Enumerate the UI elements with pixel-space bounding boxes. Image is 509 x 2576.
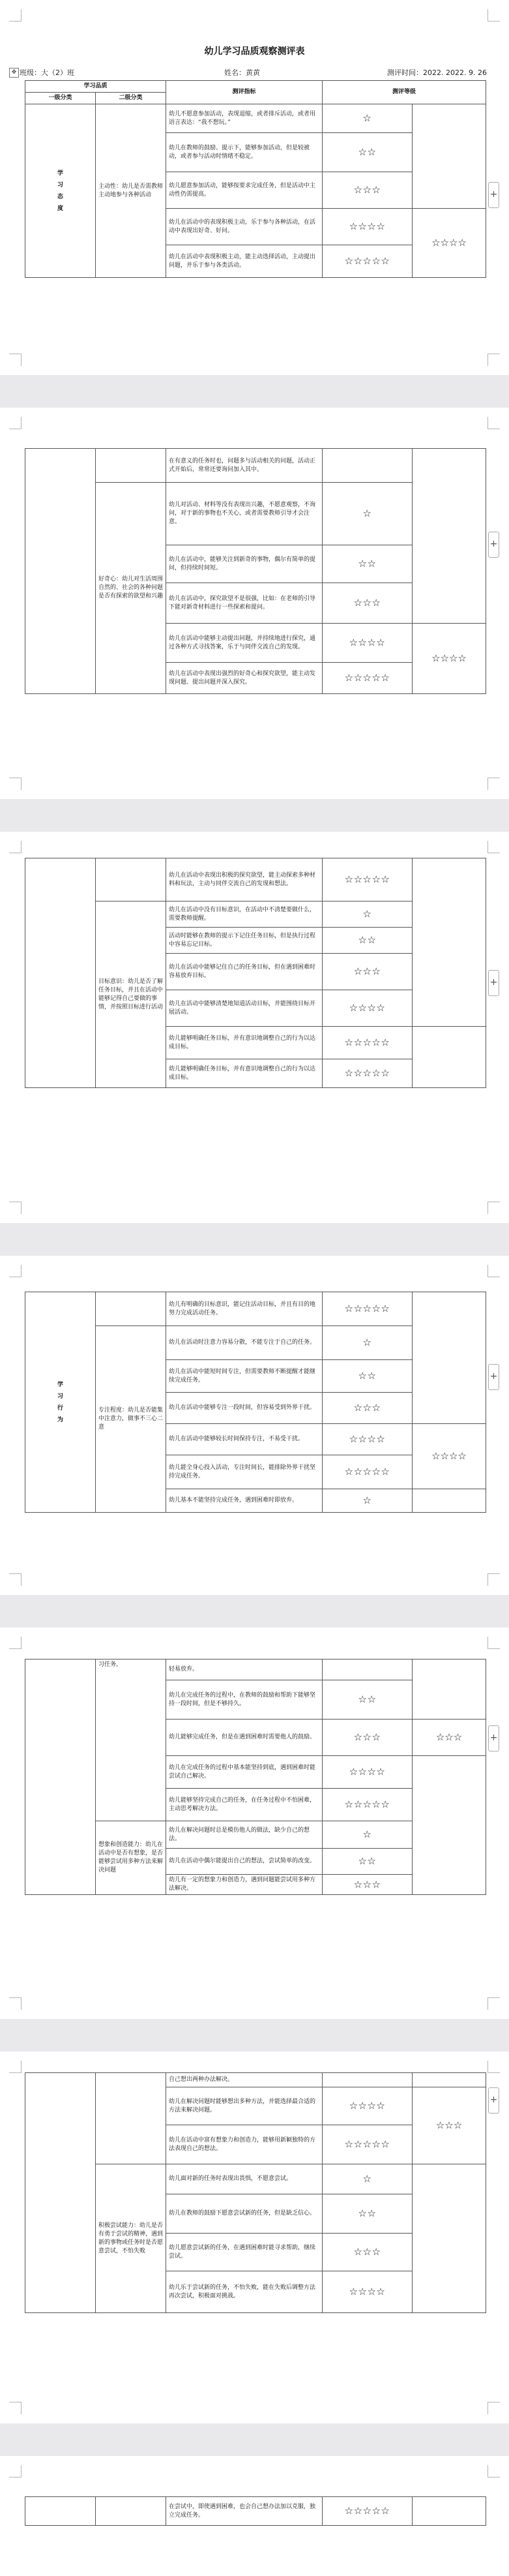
indicator-cell: 幼儿不愿意参加活动，表现退缩，或者排斥活动，或者用语言表达：“我不想玩。”	[166, 104, 323, 133]
level2-cell: 主动性：幼儿是否需教师主动地参与各种活动	[96, 104, 166, 278]
indicator-cell: 幼儿能够坚持完成自己的任务，在任务过程中不怕困难，主动思考解决方法。	[166, 1789, 323, 1821]
rating-stars[interactable]: ☆☆☆☆☆	[323, 1027, 413, 1059]
page-corner-mark	[9, 2402, 22, 2414]
plus-icon[interactable]: +	[488, 182, 499, 208]
indicator-cell: 幼儿在活动时注意力容易分散，不能专注于自己的任务。	[166, 1326, 323, 1360]
rating-stars[interactable]: ☆☆☆	[323, 954, 413, 990]
level1-cell	[25, 2073, 96, 2313]
page-corner-mark	[9, 1265, 22, 1277]
level1-cell	[25, 858, 96, 1088]
rating-stars[interactable]: ☆	[323, 104, 413, 133]
page-corner-mark	[487, 778, 500, 790]
level2-cell	[96, 449, 166, 483]
indicator-cell: 幼儿有明确的目标意识，能记住活动目标，并且有目的地努力完成活动任务。	[166, 1292, 323, 1326]
move-icon[interactable]: ✥	[9, 68, 19, 78]
indicator-cell: 幼儿在完成任务的过程中基本能坚持到底，遇到困难时能尝试自己解决。	[166, 1756, 323, 1789]
page-corner-mark	[487, 1202, 500, 1214]
indicator-cell: 幼儿在活动中没有目标意识，在活动中不清楚要做什么，需要教师提醒。	[166, 902, 323, 928]
page-corner-mark	[9, 2061, 22, 2073]
page-corner-mark	[487, 1997, 500, 2010]
assessment-time-label: 测评时间：2022. 2022. 9. 26	[387, 68, 487, 77]
indicator-cell: 幼儿能够明确任务目标，并有意识地调整自己的行为以达成目标。	[166, 1059, 323, 1088]
level1-cell	[25, 104, 96, 278]
indicator-cell: 幼儿能够完成任务，但是在遇到困难时需要他人的鼓励。	[166, 1720, 323, 1756]
rating-stars[interactable]: ☆☆	[323, 1680, 413, 1720]
page-corner-mark	[487, 1265, 500, 1277]
level2-cell	[96, 858, 166, 902]
level2-cell	[96, 1292, 166, 1326]
plus-icon[interactable]: +	[488, 2087, 499, 2114]
document-page-4	[0, 1256, 509, 1595]
assessment-table-page-2	[25, 448, 486, 694]
header-info-row	[9, 67, 487, 79]
total-rating-cell	[413, 449, 486, 624]
indicator-cell: 幼儿在解决问题时总是模仿他人的做法，缺少自己的想法。	[166, 1821, 323, 1849]
assessment-table-page-1	[25, 80, 486, 278]
total-rating-stars[interactable]: ☆☆☆	[413, 2087, 486, 2164]
indicator-cell: 幼儿能全身心投入活动，专注时间长，能排除外界干扰坚持完成任务。	[166, 1455, 323, 1489]
rating-stars[interactable]: ☆☆☆	[323, 583, 413, 624]
rating-stars[interactable]: ☆☆☆☆☆	[323, 663, 413, 694]
rating-stars[interactable]: ☆☆	[323, 2194, 413, 2234]
page-corner-mark	[487, 1637, 500, 1649]
rating-stars[interactable]: ☆☆☆☆	[323, 624, 413, 663]
document-page-1	[0, 0, 509, 375]
rating-stars[interactable]: ☆	[323, 1489, 413, 1513]
page-corner-mark	[487, 354, 500, 366]
indicator-cell: 幼儿面对新的任务时表现出畏惧，不愿意尝试。	[166, 2164, 323, 2194]
total-rating-stars[interactable]: ☆☆☆☆	[413, 1424, 486, 1489]
total-rating-stars[interactable]	[413, 1027, 486, 1088]
rating-stars[interactable]: ☆	[323, 902, 413, 928]
header-level2: 二级分类	[96, 93, 166, 104]
indicator-cell: 幼儿在解决问题时能够想出多种方法，并能选择最合适的方法来解决问题。	[166, 2087, 323, 2125]
rating-stars[interactable]: ☆☆☆	[323, 1720, 413, 1756]
level1-label: 学习态度	[57, 170, 63, 212]
page-corner-mark	[9, 1997, 22, 2010]
rating-stars[interactable]: ☆☆	[323, 545, 413, 583]
rating-stars[interactable]: ☆☆☆☆☆	[323, 1789, 413, 1821]
level2-cell	[96, 2073, 166, 2164]
rating-stars[interactable]: ☆	[323, 1821, 413, 1849]
document-page-3	[0, 832, 509, 1223]
indicator-cell: 幼儿在活动中表现出强烈的好奇心和探究欲望，能主动发现问题、提出问题并深入探究。	[166, 663, 323, 694]
indicator-cell: 幼儿在教师的鼓励下愿意尝试新的任务，但是缺乏信心。	[166, 2194, 323, 2234]
plus-icon[interactable]: +	[488, 1364, 499, 1390]
rating-stars[interactable]: ☆	[323, 1326, 413, 1360]
class-label: 班级：大（2）班	[20, 68, 74, 77]
indicator-cell: 幼儿在活动中能够专注一段时间，但容易受到外界干扰。	[166, 1393, 323, 1424]
total-rating-stars[interactable]: ☆☆☆☆	[413, 209, 486, 278]
page-corner-mark	[487, 841, 500, 853]
level1-cell	[25, 449, 96, 694]
assessment-table-page-6	[25, 2072, 486, 2313]
total-rating-stars[interactable]: ☆☆☆☆	[413, 624, 486, 694]
indicator-cell: 幼儿愿意参加活动，能够按要求完成任务，但是活动中主动性仍需提高。	[166, 172, 323, 209]
level1-cell	[25, 1292, 96, 1513]
rating-stars[interactable]: ☆☆☆☆☆	[323, 2125, 413, 2164]
indicator-cell: 幼儿在活动中能够清楚地知道活动目标，并能围绕目标开展活动。	[166, 990, 323, 1027]
rating-stars[interactable]: ☆☆	[323, 928, 413, 954]
indicator-cell: 在尝试中，即使遇到困难，也会自己想办法加以克服，独立完成任务。	[166, 2497, 323, 2526]
total-rating-cell	[413, 858, 486, 1027]
document-title: 幼儿学习品质观察测评表	[204, 46, 305, 57]
level1-cell	[25, 1659, 96, 1895]
page-corner-mark	[9, 354, 22, 366]
total-rating-cell	[413, 1659, 486, 1720]
page-corner-mark	[9, 2465, 22, 2478]
rating-stars[interactable]: ☆☆☆☆☆	[323, 1059, 413, 1088]
page-corner-mark	[487, 9, 500, 22]
level2-cell: 专注程度：幼儿是否能集中注意力，做事不三心二意	[96, 1326, 166, 1513]
assessment-table-page-7	[25, 2496, 486, 2526]
indicator-cell: 幼儿有一定的想象力和创造力，遇到问题能尝试用多种方法解决。	[166, 1875, 323, 1895]
level1-cell	[25, 2497, 96, 2526]
rating-stars[interactable]: ☆☆☆☆☆	[323, 2497, 413, 2526]
page-corner-mark	[9, 778, 22, 790]
rating-stars[interactable]: ☆☆☆	[323, 1393, 413, 1424]
total-rating-cell	[413, 2164, 486, 2313]
rating-stars[interactable]: ☆☆☆☆☆	[323, 858, 413, 902]
document-page-7	[0, 2456, 509, 2576]
total-rating-cell	[413, 1756, 486, 1895]
indicator-cell: 自己想出两种办法解决。	[166, 2073, 323, 2087]
rating-stars[interactable]: ☆☆☆☆	[323, 209, 413, 245]
level2-cell: 目标意识：幼儿是否了解任务目标，并且在活动中能够记得自己要做的事情，并按照目标进行活动	[96, 902, 166, 1088]
indicator-cell: 幼儿在完成任务的过程中，在教师的鼓励和帮助下能够坚持一段时间，但是不够持久。	[166, 1680, 323, 1720]
rating-stars[interactable]: ☆☆	[323, 1849, 413, 1875]
total-rating-stars[interactable]: ☆☆☆	[413, 1720, 486, 1756]
indicator-cell: 幼儿在活动中的表现积极主动，乐于参与各种活动，在活动中表现出好奇、好问。	[166, 209, 323, 245]
header-learning-quality: 学习品质	[25, 81, 166, 93]
indicator-cell: 幼儿乐于尝试新的任务，不怕失败，能在失败后调整方法再次尝试，积极面对挑战。	[166, 2271, 323, 2313]
header-rating: 测评等级	[323, 81, 486, 104]
rating-stars[interactable]: ☆☆☆	[323, 172, 413, 209]
plus-icon[interactable]: +	[488, 970, 499, 996]
indicator-cell: 幼儿对活动、材料等没有表现出兴趣，不愿意观察，不询问，对于新的事物也不关心，或者需要教师引导才会注意。	[166, 483, 323, 545]
indicator-cell: 幼儿在活动中富有想象力和创造力，能够用新颖独特的方法表现自己的想法。	[166, 2125, 323, 2164]
indicator-cell: 轻易放弃。	[166, 1659, 323, 1680]
total-rating-cell	[413, 2073, 486, 2087]
indicator-cell: 幼儿愿意尝试新的任务，在遇到困难时能寻求帮助，继续尝试。	[166, 2234, 323, 2271]
total-rating-cell	[413, 2497, 486, 2526]
rating-stars[interactable]: ☆☆☆	[323, 1875, 413, 1895]
level1-label: 学习行为	[57, 1381, 63, 1423]
rating-stars[interactable]: ☆	[323, 2164, 413, 2194]
page-corner-mark	[487, 2402, 500, 2414]
rating-stars[interactable]: ☆☆☆☆	[323, 1424, 413, 1455]
rating-stars[interactable]: ☆☆☆☆	[323, 2271, 413, 2313]
page-corner-mark	[9, 1573, 22, 1586]
indicator-cell: 幼儿基本不能坚持完成任务，遇到困难时即放弃。	[166, 1489, 323, 1513]
name-label: 姓名：黄黄	[224, 68, 260, 77]
page-corner-mark	[9, 9, 22, 22]
page-corner-mark	[9, 417, 22, 429]
total-rating-cell	[413, 104, 486, 209]
document-page-5	[0, 1628, 509, 2019]
indicator-cell: 在有意义的任务时也，问题多与活动相关的问题，活动正式开始后，常常还要询问加入其中。	[166, 449, 323, 483]
rating-stars[interactable]: ☆☆☆☆	[323, 990, 413, 1027]
rating-stars[interactable]	[323, 1659, 413, 1680]
indicator-cell: 活动时能够在教师的提示下记住任务目标，但是执行过程中容易忘记目标。	[166, 928, 323, 954]
indicator-cell: 幼儿在活动中表现积极主动，能主动选择活动，主动提出问题，并乐于参与各类活动。	[166, 245, 323, 278]
plus-icon[interactable]: +	[488, 1725, 499, 1751]
page-corner-mark	[487, 417, 500, 429]
level2-cell: 好奇心：幼儿对生活周围自然的、社会的各种问题是否有探索的欲望和兴趣	[96, 483, 166, 694]
level2-cell: 想象和创造能力：幼儿在活动中是否有想象，是否能够尝试用多种方法来解决问题	[96, 1821, 166, 1895]
assessment-table-page-3	[25, 858, 486, 1088]
assessment-table-page-5	[25, 1659, 486, 1895]
rating-stars[interactable]: ☆☆☆	[323, 2234, 413, 2271]
rating-stars[interactable]	[323, 449, 413, 483]
rating-stars[interactable]: ☆☆☆☆	[323, 2087, 413, 2125]
header-level1: 一级分类	[25, 93, 96, 104]
indicator-cell: 幼儿在活动中能短时间专注，但需要教师不断提醒才能继续完成任务。	[166, 1360, 323, 1393]
rating-stars[interactable]: ☆☆☆☆☆	[323, 245, 413, 278]
page-corner-mark	[487, 2465, 500, 2478]
document-page-2	[0, 408, 509, 799]
indicator-cell: 幼儿在活动中表现出积极的探究欲望，能主动探索多种材料和玩法，主动与同伴交流自己的发现和想法。	[166, 858, 323, 902]
page-corner-mark	[9, 1202, 22, 1214]
indicator-cell: 幼儿在活动中偶尔能提出自己的想法，尝试简单的改变。	[166, 1849, 323, 1875]
indicator-cell: 幼儿在活动中，能够关注到新奇的事物，偶尔有简单的提问，但持续时间短。	[166, 545, 323, 583]
indicator-cell: 幼儿在教师的鼓励、提示下，能够参加活动，但是较被动，或者参与活动时情绪不稳定。	[166, 133, 323, 172]
level2-cell: 积极尝试能力：幼儿是否有勇于尝试的精神，遇到新的事物或任务时是否愿意尝试，不怕失败	[96, 2164, 166, 2313]
level2-cell	[96, 2497, 166, 2526]
indicator-cell: 幼儿在活动中能够主动提出问题，并持续地进行探究，通过各种方式寻找答案，乐于与同伴交流自己的发现。	[166, 624, 323, 663]
rating-stars[interactable]	[323, 2073, 413, 2087]
indicator-cell: 幼儿在活动中能够记住自己的任务目标，但在遇到困难时容易放弃目标。	[166, 954, 323, 990]
rating-stars[interactable]: ☆☆☆☆☆	[323, 1292, 413, 1326]
plus-icon[interactable]: +	[488, 532, 499, 558]
rating-stars[interactable]: ☆☆	[323, 133, 413, 172]
assessment-table-page-4	[25, 1292, 486, 1513]
level2-cell: 习任务。	[96, 1659, 166, 1821]
rating-stars[interactable]: ☆☆	[323, 1360, 413, 1393]
total-rating-cell	[413, 1292, 486, 1424]
indicator-cell: 幼儿能够明确任务目标，并有意识地调整自己的行为以达成目标。	[166, 1027, 323, 1059]
page-corner-mark	[9, 1637, 22, 1649]
indicator-cell: 幼儿在活动中，探究欲望不是很强，比如：在老师的引导下能对新奇材料进行一些探索和提问。	[166, 583, 323, 624]
rating-stars[interactable]: ☆	[323, 483, 413, 545]
rating-stars[interactable]: ☆☆☆☆	[323, 1756, 413, 1789]
header-indicator: 测评指标	[166, 81, 323, 104]
page-corner-mark	[487, 2061, 500, 2073]
indicator-cell: 幼儿在活动中能够较长时间保持专注，不易受干扰。	[166, 1424, 323, 1455]
rating-stars[interactable]: ☆☆☆☆☆	[323, 1455, 413, 1489]
total-rating-cell	[413, 1489, 486, 1513]
document-page-6	[0, 2052, 509, 2423]
page-corner-mark	[9, 841, 22, 853]
page-corner-mark	[487, 1573, 500, 1586]
